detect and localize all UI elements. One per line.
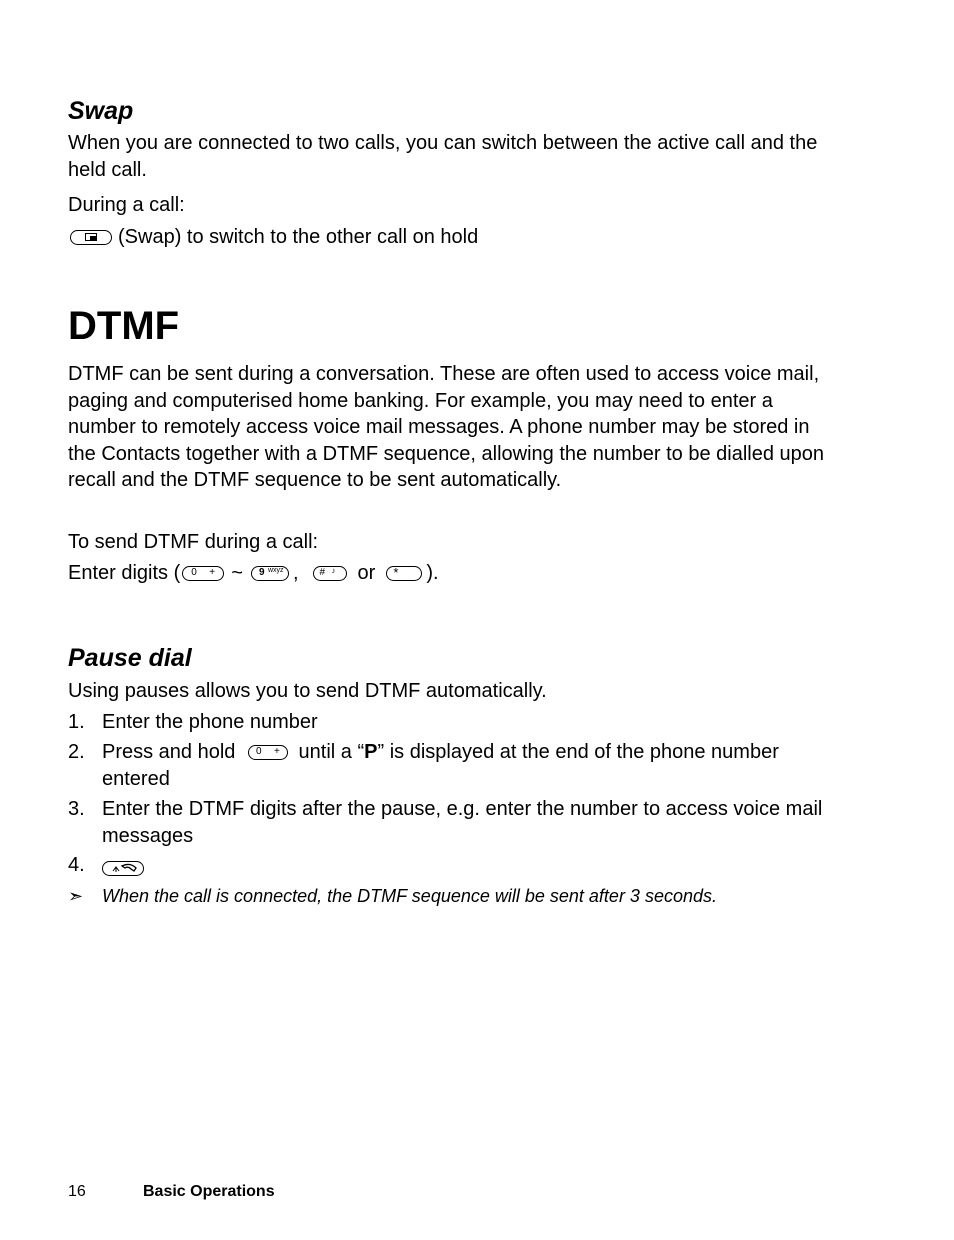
swap-during-label: During a call: <box>68 194 185 216</box>
key-hash-icon: # ♪ <box>313 566 347 581</box>
footer-section-title: Basic Operations <box>143 1183 275 1200</box>
enter-digits-close: ). <box>426 562 439 584</box>
step-2-after-open: until a “ <box>298 741 365 763</box>
swap-instruction <box>68 224 478 250</box>
step-2-after-close: ” is displayed at the end of the phone number entered <box>102 741 779 790</box>
send-call-key-icon <box>102 861 144 876</box>
tilde-separator: ~ <box>231 562 243 584</box>
list-item: 4. <box>68 852 828 878</box>
list-item: 3. Enter the DTMF digits after the pause, e.g. enter the number to access voice mail messages <box>68 798 823 847</box>
key-zero-icon: 0 + <box>182 566 224 581</box>
dtmf-enter-digits <box>68 560 439 586</box>
list-item: 2. Press and hold 0 + until a “P” is displayed at the end of the phone number entered <box>68 741 779 790</box>
dtmf-to-send-label: To send DTMF during a call: <box>68 531 319 553</box>
key-zero-icon: 0 + <box>248 745 288 760</box>
note-text: When the call is connected, the DTMF sequence will be sent after 3 seconds. <box>102 886 717 906</box>
page-number: 16 <box>68 1183 86 1200</box>
pause-heading: Pause dial <box>68 644 192 672</box>
comma-separator: , <box>292 562 299 584</box>
dtmf-intro: DTMF can be sent during a conversation. These are often used to access voice mail, paging and computerised home banking. For example, you may need to enter a number to remotely access voice mail messages. A phone number may be stored in the Contacts together with a DTMF sequence, allowing the number to be dialled upon recall and the DTMF sequence to be sent automatically. <box>68 363 824 491</box>
or-separator: or <box>357 562 376 584</box>
swap-heading: Swap <box>68 97 134 125</box>
enter-digits-prefix: Enter digits ( <box>68 562 181 584</box>
swap-intro: When you are connected to two calls, you can switch between the active call and the held call. <box>68 132 818 181</box>
pause-intro: Using pauses allows you to send DTMF automatically. <box>68 680 547 702</box>
note-arrow-icon: ➣ <box>68 886 84 906</box>
pause-symbol: P <box>364 741 378 763</box>
step-2-before: Press and hold <box>102 741 236 763</box>
dtmf-heading: DTMF <box>68 304 180 348</box>
key-star-icon: * <box>386 566 422 581</box>
key-nine-icon: 9 wxyz <box>251 566 289 581</box>
swap-instruction-text: (Swap) to switch to the other call on hold <box>118 226 479 248</box>
swap-key-icon <box>70 230 112 245</box>
